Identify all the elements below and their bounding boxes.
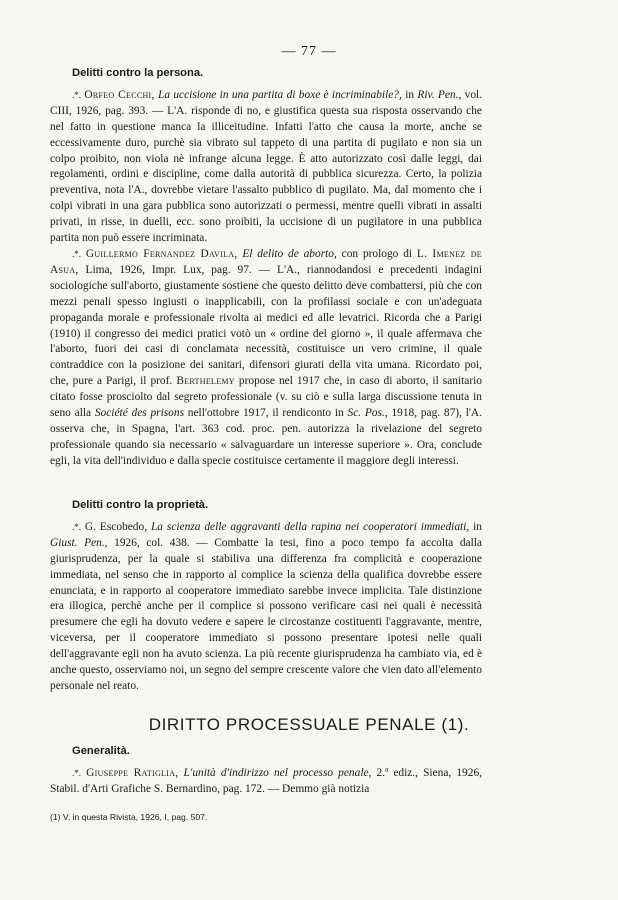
section-heading-proprieta: Delitti contro la proprietà. bbox=[72, 499, 209, 511]
chapter-note-ref: (1). bbox=[441, 715, 470, 734]
entry-society: Société des prisons bbox=[94, 407, 185, 420]
section-heading-persona: Delitti contro la persona. bbox=[72, 67, 204, 79]
entry-marker: .*. bbox=[72, 521, 81, 532]
section-proprieta bbox=[50, 498, 482, 695]
entry-cecchi bbox=[50, 88, 482, 247]
entry-journal: Giust. Pen., bbox=[50, 536, 108, 549]
entry-journal: Riv. Pen., bbox=[417, 88, 462, 101]
entry-davila bbox=[50, 247, 482, 470]
section-heading-generalita: Generalità. bbox=[72, 745, 130, 757]
entry-text: 1926, col. 438. — Combatte la tesi, fino a poco tempo fa accolta dalla giurisprudenza, per la quale si stabiliva una differenza fra complicità e cooperazione immediata, nel senso che in rapporto al complice la scienza della qualifica dovrebbe essere enunciata, e in rapporto al cooperatore immediato sarebbe invece implicita. Tale distinzione era illogica, perchè anche per il complice si possono verificare casi nei quali è necessità presumere che egli ha dovuto vedere e sapere le circostanze costituenti l'aggravante, mentre, viceversa, per il cooperatore immediato si possono presentare ipotesi nelle quali dell'aggravante egli non ha avuto scienza. La più recente giurisprudenza ha cambiato via, ed è anche questo, osserviamo noi, un segno del sempre crescente valore che vien dato all'elemento personale nel reato. bbox=[50, 536, 482, 692]
section-generalita bbox=[50, 744, 482, 798]
entry-title: La uccisione in una partita di boxe è incriminabile?, bbox=[158, 88, 402, 101]
entry-text: 2.ª ediz., Siena, 1926, Stabil. d'Arti Grafiche S. Bernardino, pag. 172. — Demmo già notizia bbox=[50, 766, 482, 795]
chapter-title bbox=[0, 715, 618, 735]
entry-marker: .*. bbox=[72, 767, 81, 778]
chapter-title-text: DIRITTO PROCESSUALE PENALE bbox=[148, 715, 437, 734]
entry-ref-pre: in bbox=[473, 520, 482, 533]
entry-text-a: Lima, 1926, Impr. Lux, pag. 97. — L'A., riannodandosi e precedenti indagini sociologiche sull'aborto, giustamente sostiene che questo delitto deve combattersi, più che con mezzi penali spesso ingiusti o inapplicabili, con la profilassi sociale e con un'adeguata propaganda morale e professionale rivolta ai medici ed alle levatrici. Ricorda che a Parigi (1910) il congresso dei medici pratici votò un « ordine del giorno », il quale affermava che l'aborto, fuori dei casi di conclamata necessità, costituisce un vero crimine, il quale contraddice con la posizione dei sanitari, difensori giurati della vita umana. Ricordato poi, che, pure a Parigi, il prof. bbox=[50, 263, 482, 388]
entry-author: Orfeo Cecchi, bbox=[84, 88, 155, 101]
entry-ratiglia bbox=[50, 766, 482, 798]
entry-author: Giuseppe Ratiglia, bbox=[86, 766, 179, 779]
entry-prologue-author: L. Imenez de Asua, bbox=[50, 247, 482, 276]
entry-text: vol. CIII, 1926, pag. 393. — L'A. risponde di no, e giustifica questa sua risposta osservando che nel fatto in questione manca la illiceitudine. Infatti l'atto che causa la morte, anche se eccessivamente duro, purchè sia vibrato sul tappeto di una partita di pugilato e non sia un colpo proibito, non viola nè infrange alcuna legge. È atto autorizzato così dalle leggi, dai regolamenti, ordini e discipline, come dalla autorità di pubblica sicurezza. Certo, la polizia preventiva, nota l'A., dovrebbe vietare l'assalto pubblico di pugilato. Ma, dal momento che i colpi vibrati in una gara pubblica sono autorizzati o permessi, mentre quelli vibrati in assalti privati, in risse, in duelli, ecc. sono proibiti, la uccisione di un pugilatore in una pubblica partita non può essere incriminata. bbox=[50, 88, 483, 245]
entry-marker: .*. bbox=[72, 248, 81, 259]
entry-pre: con prologo di bbox=[341, 247, 413, 260]
entry-text-c: nell'ottobre 1917, il rendiconto in bbox=[187, 407, 344, 420]
page-number: — 77 — bbox=[281, 44, 337, 59]
entry-text-b: propose nel 1917 che, in caso di aborto, il sanitario citato fosse prosciolto dal segreto professionale (v. su ciò e sulla larga discussione tenuta in seno alla bbox=[50, 375, 482, 420]
entry-text-d: 1918, pag. 87), l'A. osserva che, in Spagna, l'art. 363 cod. proc. pen. autorizza la rivelazione del segreto professionale quando sia necessario « salvaguardare un interesse superiore ». Ora, conclude egli, la vita dell'individuo e dalla specie costituisce certamente il maggiore degli interessi. bbox=[50, 407, 482, 467]
entry-escobedo bbox=[50, 520, 482, 695]
footnote: (1) V. in questa Rivista, 1926, I, pag. 507. bbox=[50, 812, 208, 822]
entry-ref-pre: in bbox=[405, 88, 415, 101]
entry-person: Berthelemy bbox=[176, 375, 235, 388]
entry-marker: .*. bbox=[72, 89, 81, 100]
entry-journal: Sc. Pos., bbox=[347, 407, 388, 420]
entry-title: El delito de aborto, bbox=[242, 247, 337, 260]
entry-title: La scienza delle aggravanti della rapina nei cooperatori immediati, bbox=[150, 520, 470, 533]
entry-author: Guillermo Fernandez Davila, bbox=[85, 247, 238, 260]
entry-title: L'unità d'indirizzo nel processo penale, bbox=[183, 766, 372, 779]
section-persona bbox=[50, 66, 482, 470]
entry-author: G. Escobedo, bbox=[84, 520, 148, 533]
